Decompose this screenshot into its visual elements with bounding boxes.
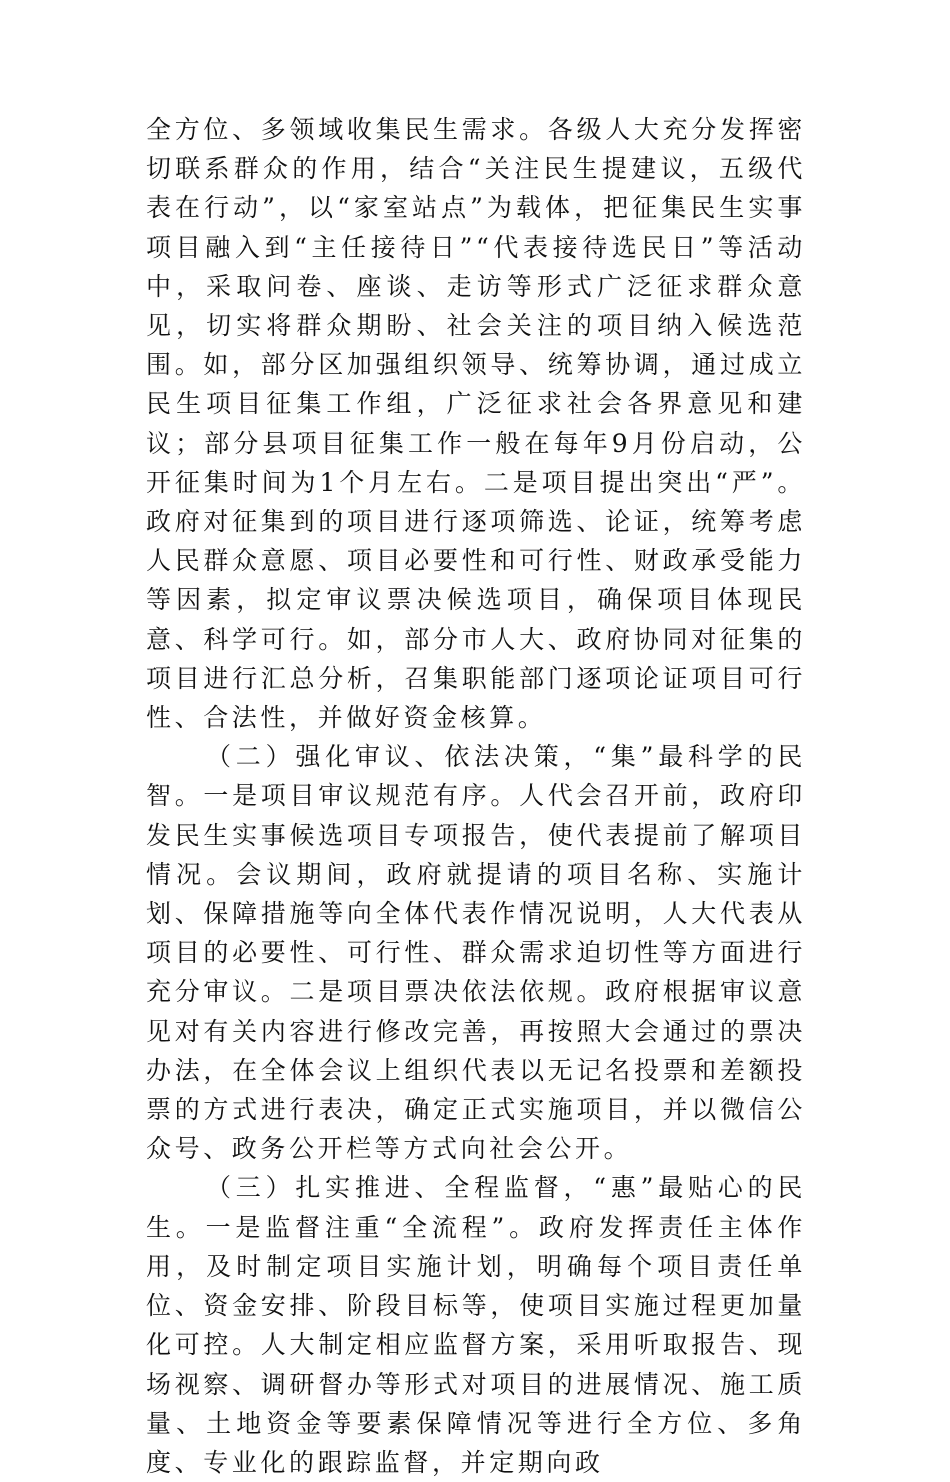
paragraph-3-text: 一是监督注重“全流程”。政府发挥责任主体作用，及时制定项目实施计划，明确每个项目责任单位、资金安排、阶段目标等，使项目实施过程更加量化可控。人大制定相应监督方案，采用听取报告、现场视察、调研督办等形式对项目的进展情况、施工质量、土地资金等要素保障情况等进行全方位、多角度、专业化的跟踪监督，并定期向政 [146,1212,806,1477]
paragraph-2-text: 一是项目审议规范有序。人代会召开前，政府印发民生实事候选项目专项报告，使代表提前了解项目情况。会议期间，政府就提请的项目名称、实施计划、保障措施等向全体代表作情况说明，人大代表从项目的必要性、可行性、群众需求迫切性等方面进行充分审议。二是项目票决依法依规。政府根据审议意见对有关内容进行修改完善，再按照大会通过的票决办法，在全体会议上组织代表以无记名投票和差额投票的方式进行表决，确定正式实施项目，并以微信公众号、政务公开栏等方式向社会公开。 [146,781,806,1164]
document-body [146,110,806,1482]
section-heading-3: （三）扎实推进、全程监督，“惠”最贴心的民生。 [146,1173,806,1242]
paragraph-1-text: 全方位、多领域收集民生需求。各级人大充分发挥密切联系群众的作用，结合“关注民生提建议，五级代表在行动”，以“家室站点”为载体，把征集民生实事项目融入到“主任接待日”“代表接待选民日”等活动中，采取问卷、座谈、走访等形式广泛征求群众意见，切实将群众期盼、社会关注的项目纳入候选范围。如，部分区加强组织领导、统筹协调，通过成立民生项目征集工作组，广泛征求社会各界意见和建议；部分县项目征集工作一般在每年9月份启动，公开征集时间为1个月左右。二是项目提出突出“严”。政府对征集到的项目进行逐项筛选、论证，统筹考虑人民群众意愿、项目必要性和可行性、财政承受能力等因素，拟定审议票决候选项目，确保项目体现民意、科学可行。如，部分市人大、政府协同对征集的项目进行汇总分析，召集职能部门逐项论证项目可行性、合法性，并做好资金核算。 [146,115,806,733]
paragraph-2 [146,737,806,1168]
section-heading-2: （二）强化审议、依法决策，“集”最科学的民智。 [146,742,806,811]
paragraph-3 [146,1168,806,1482]
paragraph-1 [146,110,806,737]
